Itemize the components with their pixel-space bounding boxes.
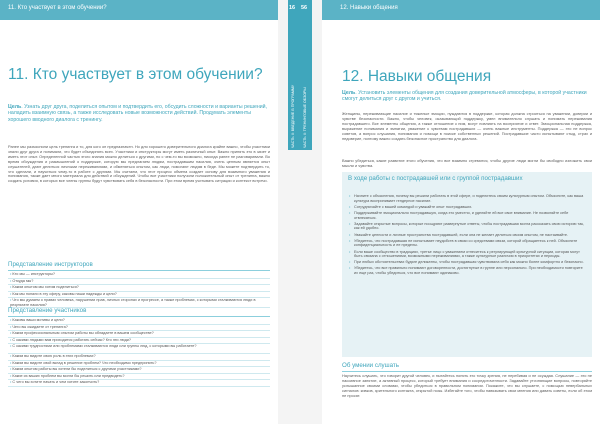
left-page-number: 16 xyxy=(289,5,296,11)
list-item: • Убедитесь, что пострадавшая не испытывает неудобств в связи со средствами связи, которой обращаетесь к ней. Объясните конфиденциальность и ее пределы. xyxy=(348,239,586,248)
list-item: • Каким профессиональным опытом работы вы обладаете в вашем сообществе? xyxy=(8,331,270,338)
left-vertical-label: ЧАСТЬ II: ВВЕДЕНИЕ В ПРОГРАММУ xyxy=(291,84,295,148)
list-item: • Какие из ваших проблем вы могли бы решить или предвидеть? xyxy=(8,374,270,381)
right-vertical-label: ЧАСТЬ II: ТРЕНИНГОВЫЕ ОБЗОРЫ xyxy=(303,87,307,148)
list-item: • Уважайте ценности и личные пространства пострадавшей, если она не желает делиться своим опытом, не настаивайте. xyxy=(348,233,586,238)
participants-rule xyxy=(8,316,270,317)
list-item: • С какими трудностями или проблемами сталкиваются люди или группы люд, с которыми вы работаете? xyxy=(8,344,270,354)
instructor-questions xyxy=(8,272,270,308)
list-item: • Каковы ваши мотивы и цели? xyxy=(8,318,270,325)
left-page xyxy=(0,0,278,424)
left-intro-text: Ранее мы разъяснили цель тренинга и то, для кого он предназначен. Но для хорошего доверительного диалога крайне важно, чтобы участники знали друг друга и понимали, что будет объединять всех. Участники и инструкторы могут иметь различный опыт. Важно принять это в зачет и иметь этот опыт. Определенной частью этого знания можно делиться с другими, но с чем-то вы возможно, никогда ранее не разговаривали. Во время обсуждения и размышлений о поддержке, которую мы предлагаем людям, пострадавшим насилия, очень ценным является опыт слушателей, дают делиться личными переживаниями, и обменяться опытом, как люди, помогают людям в беде. Мы можете подтвердить то, что сделали, и научиться чему-то в работе с другими. Мы считаем, что этот процесс обмена создает основу для взаимного уважения и понимания, также дает много материала для действий и обсуждений. Чтобы все участники получили положительный опыт от тренинга, важно создать условия, в которых все члены группы будут чувствовать себя в безопасности. При этом время учитывать ситуации и контекст встречи. xyxy=(8,145,270,184)
list-item: • С какими людьми вам приходится работать сейчас? Кто эти люди? xyxy=(8,338,270,345)
list-item: • Откуда мы? xyxy=(8,279,270,286)
participants-heading: Представление участников xyxy=(8,307,87,314)
listening-heading: Об умении слушать xyxy=(342,362,399,369)
list-item: • Чего вы ожидаете от тренинга? xyxy=(8,325,270,332)
left-header-band xyxy=(0,0,278,20)
right-goal-text: Установить элементы общения для создания доверительной атмосферы, в которой участники смогут делиться друг с другом и учиться. xyxy=(342,90,587,103)
list-item: • Убедитесь, что все правильно понимают договоренности, достигнутые в группе или персонально. При необходимости повторите их еще раз, чтобы убедиться, что все понимают одинаково. xyxy=(348,266,586,275)
right-header-band xyxy=(322,0,600,20)
left-goal-label: Цель xyxy=(8,104,22,110)
listening-text: Научитесь слушать, что говорит другой человек, и пытайтесь понять его точку зрения, не перебивая и не осуждая. Слушание — это не пассивное занятие, а активный процесс, который требует внимания и сосредоточенности. Задавайте уточняющие вопросы, повторяйте услышанное своими словами, чтобы убедиться в правильном понимании. Покажите, что вы слушаете, с помощью невербальных сигналов: кивков, зрительного контакта, открытой позы. Избегайте того, чтобы навязывать свои мнения или давать советы, если об этом не просят. xyxy=(342,374,592,398)
victim-points xyxy=(348,194,586,354)
participant-questions xyxy=(8,318,270,387)
list-item: • Если ваше сообщество в традициях, третье лицо с уважением отнеситесь к регулирующей культурной ситуации, которая могут быть связана с отношениями, возможными переживаниями, а также культурные различия в приоритетах и периоды. xyxy=(348,250,586,259)
instructors-rule xyxy=(8,270,270,271)
right-intro-text-2: Важно убедиться, какие развитие этого обучения, что все взаимно стремятся, чтобы другие люди могли бы свободно изложить свои мысли и чувства. xyxy=(342,159,592,168)
list-item: • Поддерживайте эмоционально пострадавшую, когда это уместно, и уделяйте ей все свое внимание. Не позволяйте себе отвлекаться. xyxy=(348,211,586,220)
left-page-title: 11. Кто участвует в этом обучении? xyxy=(8,66,263,83)
victims-box xyxy=(342,172,592,357)
list-item: • Задавайте открытые вопросы, которые поощряют развернутые ответы, чтобы пострадавшая могла рассказать свою историю так, как ей удобно. xyxy=(348,222,586,231)
instructors-heading: Представление инструкторов xyxy=(8,261,93,268)
list-item: • Каким опытом мы хотим поделиться? xyxy=(8,285,270,292)
left-goal-text: Узнать друг друга, поделиться опытом и подтвердить его, обсудить сложности и варианты решений, наладить взаимную связь, а также исследовать новые возможности действий. Продумать элементы хорошего вводного диалога с тренингу. xyxy=(8,104,267,123)
listening-rule xyxy=(342,371,592,372)
list-item: • Как мы попали в эту сферу, каковы наши надежды и цели? xyxy=(8,292,270,299)
victims-heading: В ходе работы с пострадавшей или с группой пострадавших xyxy=(348,175,523,182)
list-item: • Начните с объяснения, почему вы решили работать в этой сфере, и поделитесь своим культурным опытом. Объясните, как ваша культура воспринимает гендерное насилие. xyxy=(348,194,586,203)
right-intro-text: Женщины, переживающие насилие и тяжелые эмоции, нуждаются в поддержке, которая должна строиться на уважении, доверии и чувстве безопасности. Важно, чтобы человек, оказывающий поддержку, умел внимательно слушать и понимать переживания пострадавшего. Все элементы общения, а также отношение к ним, могут повлиять на восприятие и ответ. Эмоциональная поддержка, выражение понимания и эмпатии, уважение к чувствам пострадавших — очень важные инструменты. Поддержка — это не вопрос советов, а вопрос слушания, понимания и помощи в поиске собственных решений. Пострадавшие часто испытывают стыд, страх и недоверие, поэтому важно создать безопасное пространство для диалога. xyxy=(342,112,592,141)
right-goal: Цель. Установить элементы общения для создания доверительной атмосферы, в которой участники смогут делиться друг с другом и учиться. xyxy=(342,90,587,103)
right-running-head: 12. Навыки общения xyxy=(340,5,398,11)
list-item: • При любых обстоятельствах будьте деликатны, чтобы пострадавшая чувствовала себя как можно более комфортно и безопасно. xyxy=(348,260,586,265)
right-page-number: 56 xyxy=(301,5,308,11)
right-page xyxy=(322,0,600,424)
right-page-title: 12. Навыки общения xyxy=(342,68,492,85)
list-item: • С чего вы хотите начать и чем хотите закончить? xyxy=(8,380,270,387)
list-item: • Сотрудничайте с вашей командой и уважайте опыт пострадавших. xyxy=(348,205,586,210)
list-item: • Каким вы видите свою роль в этих проблемах? xyxy=(8,354,270,361)
section-tab-strip xyxy=(288,0,312,150)
right-goal-label: Цель xyxy=(342,90,356,96)
list-item: • Что мы думаем о правах человека, нарушении прав, личных сторонах и прогрессе, а также проблемах, с которыми сталкиваются люди в результате насилия? xyxy=(8,298,270,308)
left-goal: Цель. Узнать друг друга, поделиться опытом и подтвердить его, обсудить сложности и варианты решений, наладить взаимную связь, а также исследовать новые возможности действий. Продумать элементы хорошего вводного диалога с тренингу. xyxy=(8,104,267,123)
list-item: • Кто мы — инструкторы? xyxy=(8,272,270,279)
list-item: • Каким вы видите свой вклад в решение проблем? Что необходимо предпринять? xyxy=(8,361,270,368)
list-item: • Каким опытом работы вы хотели бы поделиться с другими участниками? xyxy=(8,367,270,374)
left-running-head: 11. Кто участвует в этом обучении? xyxy=(8,5,107,11)
